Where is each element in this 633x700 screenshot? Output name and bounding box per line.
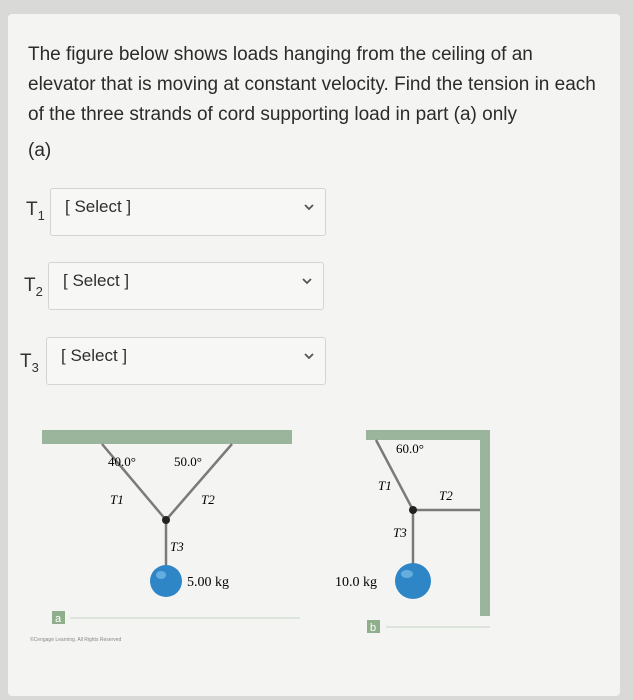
t2-label-b: T2 (439, 488, 453, 503)
t2-select-value: [ Select ] (63, 271, 130, 290)
wall-b (480, 430, 490, 616)
ceiling-a (42, 430, 292, 444)
t2-label-a: T2 (201, 492, 215, 507)
mass-label-a: 5.00 kg (187, 575, 229, 590)
angle-b: 60.0° (396, 441, 424, 456)
part-label: (a) (28, 140, 52, 161)
mass-b (395, 563, 431, 599)
svg-text:a: a (55, 613, 62, 625)
knot-a (162, 516, 170, 524)
svg-text:b: b (370, 622, 377, 634)
t1-label: $T_1$ (26, 199, 45, 223)
credit-a: ©Cengage Learning. All Rights Reserved (30, 637, 122, 643)
t1-label-b: T1 (378, 478, 392, 493)
mass-label-b: 10.0 kg (335, 575, 377, 590)
t1-label-a: T1 (110, 492, 124, 507)
t1-select-value: [ Select ] (65, 197, 132, 216)
ceiling-b (366, 430, 490, 440)
angle-right-a: 50.0° (174, 454, 202, 469)
mass-a (150, 565, 182, 597)
question-text: The figure below shows loads hanging from the ceiling of an elevator that is moving at constant velocity. Find the tension in each of the three strands of cord supporting load in part (a) only (28, 44, 596, 125)
knot-b (409, 506, 417, 514)
figure-a (30, 430, 300, 643)
angle-left-a: 40.0° (108, 454, 136, 469)
figure-b (335, 430, 490, 634)
t3-label-b: T3 (393, 525, 407, 540)
t3-label: $T_3$ (20, 351, 39, 375)
t3-select-value: [ Select ] (61, 346, 128, 365)
t3-label-a: T3 (170, 539, 184, 554)
t2-label: $T_2$ (24, 275, 43, 299)
